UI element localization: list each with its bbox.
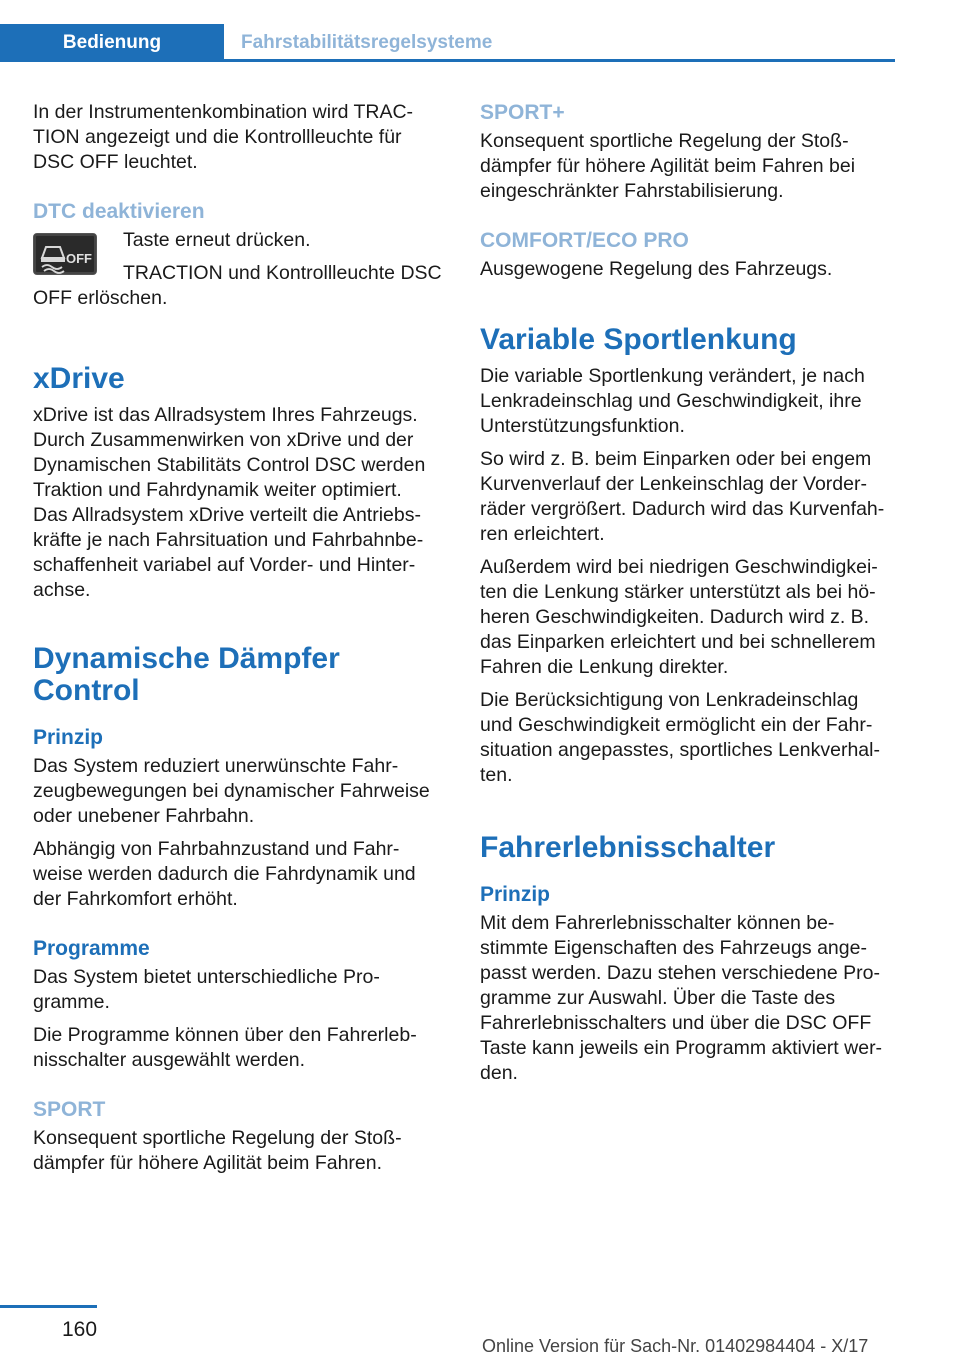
fes-paragraph: Mit dem Fahrerlebnisschalter können be‐ stimmte Eigenschaften des Fahrzeugs ange‐ passt werden. Dazu stehen verschiedene Pro‐ gramme zur Auswahl. Über die Taste des Fahrerlebnisschalters und über die DSC OFF Taste kann jeweils ein Programm aktiviert wer‐ den. (480, 912, 883, 1084)
comfort-paragraph: Ausgewogene Regelung des Fahrzeugs. (480, 258, 833, 280)
fes-prinzip-heading: Prinzip (480, 883, 551, 906)
vsl-paragraph-1: Die variable Sportlenkung verändert, je nach Lenkradeinschlag und Geschwindigkeit, ihre Unterstützungsfunktion. (480, 365, 865, 437)
ddc-heading: Dynamische Dämpfer Control (33, 642, 340, 707)
header-divider (224, 59, 895, 62)
dtc-heading: DTC deaktivieren (33, 200, 205, 223)
right-column (480, 100, 900, 1094)
fahrerlebnisschalter-heading: Fahrerlebnisschalter (480, 831, 776, 864)
tab-bedienung[interactable]: Bedienung (0, 24, 224, 62)
tab-fahrstabilitaetsregelsysteme[interactable]: Fahrstabilitätsregelsysteme (241, 32, 493, 53)
prinzip-paragraph-1: Das System reduziert unerwünschte Fahr‐ zeugbewegungen bei dynamischer Fahrweise oder unebener Fahrbahn. (33, 755, 430, 827)
dtc-step-2b: OFF erlöschen. (33, 287, 168, 309)
dsc-off-button-icon (33, 233, 97, 275)
xdrive-paragraph: xDrive ist das Allradsystem Ihres Fahrzeugs. Durch Zusammenwirken von xDrive und der Dynamischen Stabilitäts Control DSC werden Traktion und Fahrdynamik weiter optimiert. Das Allradsystem xDrive verteilt die Antriebs‐ kräfte je nach Fahrsituation und Fahrbahnbe‐ schaffenheit variabel auf Vorder- und Hinter‐ achse. (33, 404, 426, 601)
sport-heading: SPORT (33, 1098, 106, 1121)
prinzip-paragraph-2: Abhängig von Fahrbahnzustand und Fahr‐ weise werden dadurch die Fahrdynamik und der Fahrkomfort erhöht. (33, 838, 416, 910)
dtc-instructions (33, 228, 443, 286)
programme-paragraph-2: Die Programme können über den Fahrerleb‐ nisschalter ausgewählt werden. (33, 1024, 417, 1071)
sport-paragraph: Konsequent sportliche Regelung der Stoß‐ dämpfer für höhere Agilität beim Fahren. (33, 1127, 402, 1174)
online-version-note: Online Version für Sach-Nr. 01402984404 - X/17 (482, 1336, 869, 1356)
programme-paragraph-1: Das System bietet unterschiedliche Pro‐ gramme. (33, 966, 380, 1013)
dtc-step-1: Taste erneut drücken. (123, 229, 311, 251)
dtc-step-2a: TRACTION und Kontrollleuchte DSC (123, 262, 442, 284)
vsl-paragraph-3: Außerdem wird bei niedrigen Geschwindigkei‐ ten die Lenkung stärker unterstützt als bei hö‐ heren Geschwindigkeiten. Dadurch wird z. B. das Einparken erleichtert und bei schnellerem Fahren die Lenkung direkter. (480, 556, 878, 678)
prinzip-heading: Prinzip (33, 726, 104, 749)
intro-paragraph: In der Instrumentenkombination wird TRAC‐ TION angezeigt und die Kontrollleuchte für DSC OFF leuchtet. (33, 101, 414, 173)
page-header (0, 0, 895, 62)
page-number: 160 (62, 1318, 98, 1341)
xdrive-heading: xDrive (33, 362, 125, 395)
vsl-paragraph-4: Die Berücksichtigung von Lenkradeinschlag und Geschwindigkeit ermöglicht ein der Fahr‐ situation angepasstes, sportliches Lenkverhal‐ ten. (480, 689, 880, 786)
programme-heading: Programme (33, 937, 150, 960)
sportplus-paragraph: Konsequent sportliche Regelung der Stoß‐ dämpfer für höhere Agilität beim Fahren bei eingeschränkter Fahrstabilisierung. (480, 130, 856, 202)
left-column (33, 100, 443, 1184)
variable-sportlenkung-heading: Variable Sportlenkung (480, 323, 797, 356)
footer-divider (0, 1305, 97, 1308)
dsc-off-label: OFF (66, 251, 92, 266)
comfort-heading: COMFORT/ECO PRO (480, 229, 689, 252)
vsl-paragraph-2: So wird z. B. beim Einparken oder bei engem Kurvenverlauf der Lenkeinschlag der Vorder‐ räder vergrößert. Dadurch wird das Kurvenfah‐ ren erleichtert. (480, 448, 885, 545)
sportplus-heading: SPORT+ (480, 101, 565, 124)
